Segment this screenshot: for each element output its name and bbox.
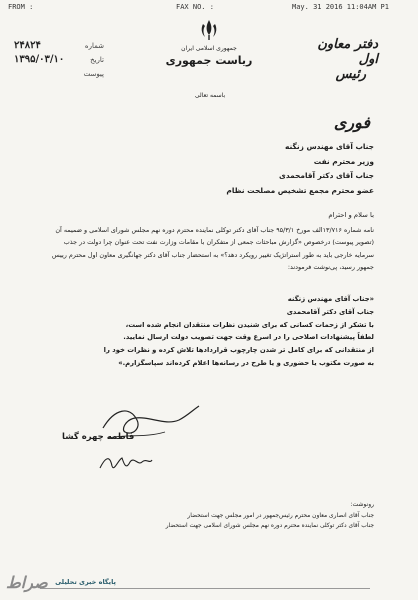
watermark-logo: صراط [6,573,48,592]
quote-line: با تشکر از زحمات کسانی که برای شنیدن نظرات منتقدان انجام شده است، [125,320,374,329]
quote-line: به صورت مکتوب یا حضوری و یا طرح در رسانه‌ها اعلام کرده‌اند سپاسگزارم.» [118,358,374,367]
cc-item: جناب آقای دکتر توکلی نماینده محترم دوره نهم مجلس شورای اسلامی جهت استحضار [165,523,374,529]
signatory-name: فاطمه چهره گشا [62,432,135,442]
date-label: تاریخ [90,56,104,64]
quote-line: «جناب آقای مهندس زنگنه [287,295,374,303]
number-label: شماره [84,42,104,50]
news-agency-logo [6,573,116,597]
body-paragraph: نامه شماره ۱۳/۷۱۶الف مورخ ۹۵/۳/۱ جناب آقای دکتر توکلی نماینده محترم دوره نهم مجلس شورای اسلامی و ضمیمه آن (تصویر پیوست) درخصوص «گزارش مباحثات جمعی از متفکران با مقامات وزارت نفت تحت عنوان چرا دولت در جذب سرمایه خارجی باید به طور استراتژیک تغییر رویکرد دهد؟» به استحضار جناب آقای دکتر جهانگیری معاون اول محترم رییس جمهور رسید، پی‌نوشت فرمودند: [51,226,374,272]
letter-meta [14,40,104,82]
urgent-mark: فوری [333,113,370,132]
greeting: با سلام و احترام [328,211,374,219]
org-name-line1: جمهوری اسلامی ایران [181,45,237,52]
recipient-line: عضو محترم مجمع تشخیص مصلحت نظام [226,185,374,195]
handwritten-initials-icon [96,450,156,476]
office-stamp-line1: دفتر معاون اول [317,37,378,67]
fax-number: FAX NO. : [176,3,214,11]
recipient-line: جناب آقای مهندس زنگنه [285,142,374,151]
vp-note [44,293,374,370]
fax-header [0,0,418,14]
letter-date: ۱۳۹۵/۰۳/۱۰ [14,54,65,65]
iran-emblem-icon [198,18,220,42]
logo-caption: پایگاه خبری تحلیلی [55,578,116,586]
recipient-line: وزیر محترم نفت [313,156,374,166]
cc-item: جناب آقای انصاری معاون محترم رئیس‌جمهور در امور مجلس جهت استحضار [187,513,374,519]
quote-line: از منتقدانی که برای کامل تر شدن چارچوب قراردادها تلاش کرده و نظرات خود را [103,346,374,355]
cc-title: رونوشت: [350,501,374,508]
office-stamp [298,37,378,82]
recipient-line: جناب آقای دکتر آقامحمدی [279,171,374,181]
basmala: باسمه تعالی [194,92,226,99]
org-name-line2: ریاست جمهوری [165,54,253,67]
fax-date-time: May. 31 2016 11:04AM P1 [292,3,389,11]
quote-line: جناب آقای دکتر آقامحمدی [286,307,374,316]
quote-line: لطفاً پیشنهادات اصلاحی را در اسرع وقت جهت تصویب دولت ارسال نمایید. [123,333,374,342]
office-stamp-line2: رئیس [335,67,366,82]
recipients-block [44,140,374,198]
cc-list [54,511,374,531]
attachment-label: پیوست [83,70,104,78]
fax-from: FROM : [8,3,34,11]
letter-number: ۲۴۸۲۴ [14,40,41,51]
